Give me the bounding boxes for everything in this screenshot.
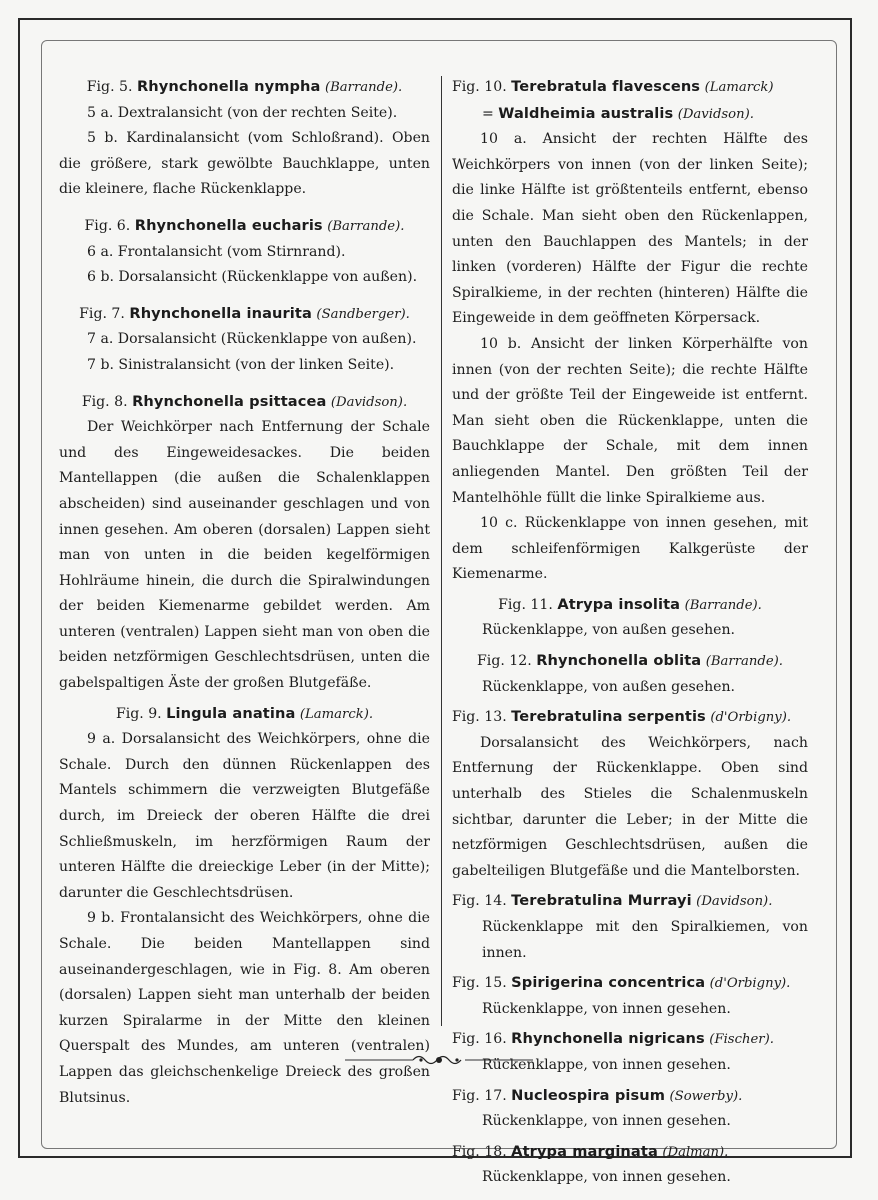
species-author: (Lamarck) <box>704 80 774 95</box>
figure-caption: 10 a. Ansicht der rechten Hälfte des Weichkörpers von innen (von der linken Seite); die linke Hälfte ist größtenteils entfernt, ebenso die Schale. Man sieht oben den Rückenlappen, unten den Bauchlappen des Mantels; in der linken (vorderen) Hälfte der Figur die rechte Spiralkieme, in der rechten (hinteren) Hälfte die Eingeweide in dem geöffneten Körpersack. <box>452 131 808 327</box>
figure-caption: Rückenklappe, von innen gesehen. <box>482 1113 731 1130</box>
figure-heading <box>59 74 430 101</box>
figure-caption: 6 b. Dorsalansicht (Rückenklappe von außen). <box>87 269 418 286</box>
species-name: Terebratula flavescens <box>511 78 701 95</box>
figure-number: Fig. 6. <box>84 217 131 234</box>
figure-heading <box>59 701 430 728</box>
figure-caption: Der Weichkörper nach Entfernung der Schale und des Eingeweidesackes. Die beiden Mantellappen (die außen die Schalenklappen abscheiden) sind auseinander geschlagen und von innen gesehen. Am oberen (dorsalen) Lappen sieht man von unten in die beiden kegelförmigen Hohlräume hinein, die durch die Spiralwindungen der beiden Kiemenarme gebildet werden. Am unteren (ventralen) Lappen sieht man von oben die beiden netzförmigen Geschlechtsdrüsen, unten die gabelspaltigen Äste der großen Blutgefäße. <box>59 419 430 692</box>
figure-number: Fig. 16. <box>452 1031 507 1048</box>
figure-heading <box>452 648 808 675</box>
figure-caption: 9 a. Dorsalansicht des Weichkörpers, ohne die Schale. Durch den dünnen Rückenlappen des Mantels schimmern die verzweigten Blutgefäße durch, im Dreieck der oberen Hälfte die drei Schließmuskeln, im herzförmigen Raum der unteren Hälfte die dreieckige Leber (in der Mitte); darunter die Geschlechtsdrüsen. <box>59 731 430 901</box>
figure-number: Fig. 17. <box>452 1087 507 1104</box>
figure-heading <box>452 1083 808 1110</box>
figure-caption: Rückenklappe, von außen gesehen. <box>482 678 736 695</box>
ornament-divider <box>345 1052 533 1068</box>
species-name: Rhynchonella eucharis <box>134 216 323 234</box>
figure-heading <box>59 301 430 328</box>
species-author: (Barrande). <box>324 80 403 95</box>
figure-number: Fig. 15. <box>452 975 507 992</box>
species-author: (Barrande). <box>327 218 405 234</box>
column-divider <box>441 76 442 1026</box>
species-name: Atrypa marginata <box>511 1142 658 1160</box>
figure-heading <box>452 1026 808 1053</box>
species-name: Terebratulina Murrayi <box>511 892 692 910</box>
figure-caption: 9 b. Frontalansicht des Weichkörpers, ohne die Schale. Die beiden Mantellappen sind auseinandergeschlagen, wie in Fig. 8. Am oberen (dorsalen) Lappen sieht man unterhalb der beiden kurzen Spiralarme in der Mitte den kleinen Querspalt des Mundes, am unteren (ventralen) Lappen das gleichschenkelige Dreieck des großen Blutsinus. <box>59 910 430 1106</box>
species-author: (Davidson). <box>677 106 754 122</box>
figure-caption: 5 a. Dextralansicht (von der rechten Seite). <box>87 104 398 121</box>
figure-number: Fig. 18. <box>452 1143 507 1160</box>
figure-heading <box>452 704 808 731</box>
figure-number: Fig. 5. <box>86 79 133 95</box>
species-author: (d'Orbigny). <box>709 976 791 992</box>
figure-caption: Rückenklappe, von innen gesehen. <box>482 1056 731 1073</box>
figure-caption: Rückenklappe mit den Spiralkiemen, von innen. <box>482 919 808 961</box>
figure-caption: 6 a. Frontalansicht (vom Stirnrand). <box>87 243 346 260</box>
species-author: (Sowerby). <box>669 1088 743 1104</box>
species-name: Atrypa insolita <box>557 595 681 613</box>
figure-caption: 10 b. Ansicht der linken Körperhälfte von innen (von der rechten Seite); die rechte Hälfte und der größte Teil der Eingeweide ist entfernt. Man sieht oben die Rückenklappe, unten die Bauchklappe der Schale, mit dem innen anliegenden Mantel. Den größten Teil der Mantelhöhle füllt die linke Spiralkieme aus. <box>452 335 808 506</box>
species-name: Terebratulina serpentis <box>511 708 706 726</box>
species-name: Lingula anatina <box>166 704 296 722</box>
figure-heading <box>452 1139 808 1166</box>
species-name: Waldheimia australis <box>498 104 674 122</box>
figure-caption: 5 b. Kardinalansicht (vom Schloßrand). Oben die größere, stark gewölbte Bauchklappe, unten die kleinere, flache Rückenklappe. <box>59 130 430 198</box>
figure-heading <box>452 74 808 101</box>
species-author: (d'Orbigny). <box>710 710 792 726</box>
species-name: Rhynchonella inaurita <box>129 304 312 322</box>
species-author: (Fischer). <box>709 1032 774 1048</box>
right-column <box>452 74 808 1191</box>
species-name: Rhynchonella oblita <box>536 652 702 670</box>
figure-caption: Rückenklappe, von innen gesehen. <box>482 1000 731 1017</box>
figure-caption: Rückenklappe, von innen gesehen. <box>482 1169 731 1186</box>
figure-heading <box>452 888 808 915</box>
figure-heading <box>452 592 808 619</box>
species-author: (Davidson). <box>696 894 773 910</box>
figure-number: Fig. 9. <box>115 705 162 722</box>
species-author: (Lamarck). <box>299 706 374 722</box>
species-author: (Davidson). <box>330 394 408 410</box>
figure-heading <box>59 389 430 416</box>
species-name: Rhynchonella psittacea <box>132 392 327 410</box>
species-name: Spirigerina concentrica <box>511 974 706 992</box>
figure-number: Fig. 10. <box>452 79 507 95</box>
figure-number: Fig. 11. <box>498 596 553 613</box>
species-name: Rhynchonella nigricans <box>511 1030 705 1048</box>
species-name: Rhynchonella nympha <box>136 78 321 95</box>
figure-number: Fig. 12. <box>477 653 532 670</box>
figure-caption: Rückenklappe, von außen gesehen. <box>482 622 736 639</box>
figure-caption: 7 b. Sinistralansicht (von der linken Seite). <box>87 356 395 373</box>
species-author: (Dalman). <box>662 1144 729 1160</box>
figure-caption: Dorsalansicht des Weichkörpers, nach Entfernung der Rückenklappe. Oben sind unterhalb des Stieles die Schalenmuskeln sichtbar, darunter die Leber; in der Mitte die netzförmigen Geschlechtsdrüsen, außen die gabelteiligen Blutgefäße und die Mantelborsten. <box>452 734 808 879</box>
figure-heading <box>452 970 808 997</box>
figure-number: Fig. 14. <box>452 893 507 910</box>
equals-sign: = <box>482 105 494 122</box>
left-column <box>59 74 430 1111</box>
figure-number: Fig. 8. <box>81 393 128 410</box>
species-author: (Barrande). <box>684 597 762 613</box>
figure-caption: 10 c. Rückenklappe von innen gesehen, mit dem schleifenförmigen Kalkgerüste der Kiemenarme. <box>452 515 808 583</box>
figure-number: Fig. 13. <box>452 709 507 726</box>
species-author: (Sandberger). <box>316 306 410 322</box>
species-name: Nucleospira pisum <box>511 1086 666 1104</box>
figure-caption: 7 a. Dorsalansicht (Rückenklappe von außen). <box>87 331 417 348</box>
figure-heading <box>59 213 430 240</box>
species-author: (Barrande). <box>705 654 783 670</box>
synonym-heading <box>452 101 808 128</box>
figure-number: Fig. 7. <box>79 305 125 322</box>
